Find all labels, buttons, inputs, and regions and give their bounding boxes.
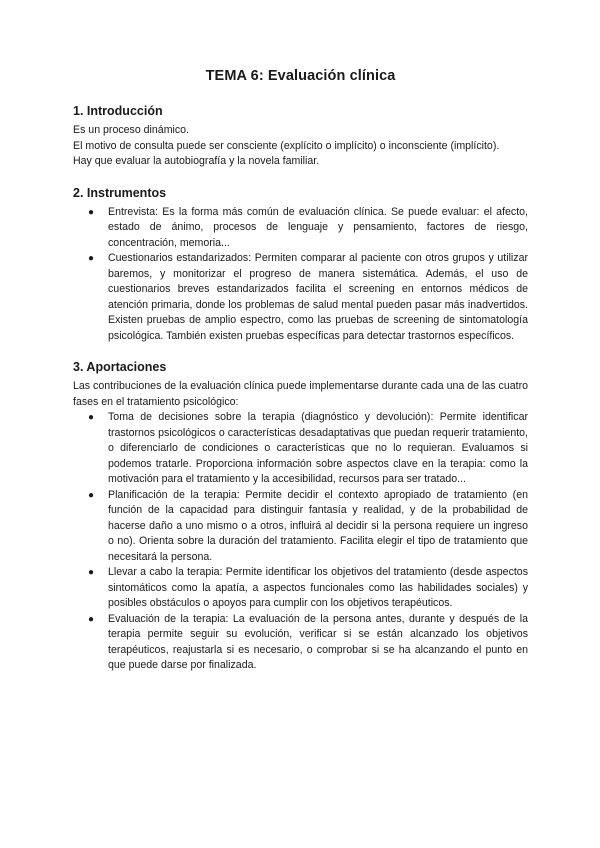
list-item xyxy=(88,251,528,344)
section-introduccion xyxy=(73,104,528,170)
bullet-icon: ● xyxy=(88,489,95,501)
section-aportaciones xyxy=(73,360,528,674)
section-heading: 3. Aportaciones xyxy=(73,360,167,374)
list-item xyxy=(88,565,528,612)
list-item xyxy=(88,205,528,252)
section-heading: 1. Introducción xyxy=(73,104,163,118)
aportaciones-intro: Las contribuciones de la evaluación clínica puede implementarse durante cada una de las cuatro fases en el tratamiento psicológico: xyxy=(73,380,528,408)
intro-paragraph xyxy=(73,123,528,170)
list-item-text: Evaluación de la terapia: La evaluación de la persona antes, durante y después de la terapia permite seguir su evolución, verificar si se están alcanzado los objetivos terapéuticos, reajustarla si es necesario, o comprobar si se ha alcanzando el punto en que puede darse por finalizada. xyxy=(108,612,528,671)
page-title: TEMA 6: Evaluación clínica xyxy=(205,68,396,84)
list-item-text: Toma de decisiones sobre la terapia (diagnóstico y devolución): Permite identificar trastornos psicológicos o características desadaptativas que puedan requerir tratamiento, o diferenciarlo de condiciones o características que no lo requieran. Evaluamos si podemos tratarle. Proporciona información sobre aspectos clave en la terapia: como la motivación para el tratamiento y la accesibilidad, recursos para ser tratado... xyxy=(108,411,528,485)
list-item-text: Planificación de la terapia: Permite decidir el contexto apropiado de tratamiento (en función de la capacidad para distinguir fantasía y realidad, y de la probabilidad de hacerse daño a uno mismo o a otros, influirá al decidir si la persona requiere un ingreso o no). Orienta sobre la duración del tratamiento. Facilita elegir el tipo de tratamiento que necesitará la persona. xyxy=(108,488,528,563)
bullet-icon: ● xyxy=(88,613,95,625)
list-item-text: Entrevista: Es la forma más común de evaluación clínica. Se puede evaluar: el afecto, estado de ánimo, procesos de lenguaje y pensamiento, factores de riesgo, concentración, memoria... xyxy=(108,205,528,249)
bullet-icon: ● xyxy=(88,206,95,218)
bullet-list xyxy=(73,205,528,345)
bullet-list xyxy=(73,410,528,674)
bullet-icon: ● xyxy=(88,412,95,423)
list-item-text: Cuestionarios estandarizados: Permiten comparar al paciente con otros grupos y utilizar baremos, y monitorizar el progreso de manera sistemática. Además, el uso de cuestionarios breves estandarizados facilita el screening en entornos médicos de atención primaria, donde los problemas de salud mental pueden pasar más inadvertidos. Existen pruebas de amplio espectro, como las pruebas de screening de sintomatología psicológica. También existen pruebas específicas para detectar trastornos específicos. xyxy=(108,252,528,342)
section-instrumentos xyxy=(73,186,528,345)
list-item-text: Llevar a cabo la terapia: Permite identificar los objetivos del tratamiento (desde aspectos sintomáticos como la apatía, a aspectos funcionales como las habilidades sociales) y posibles obstáculos o apoyos para cumplir con los objetivos terapéuticos. xyxy=(108,566,528,609)
intro-line: Es un proceso dinámico. xyxy=(73,124,190,136)
intro-line: Hay que evaluar la autobiografía y la novela familiar. xyxy=(73,155,320,167)
intro-line: El motivo de consulta puede ser consciente (explícito o implícito) o inconsciente (implícito). xyxy=(73,139,500,152)
list-item xyxy=(88,612,528,674)
list-item xyxy=(88,410,528,488)
bullet-icon: ● xyxy=(88,253,95,264)
bullet-icon: ● xyxy=(88,567,95,578)
document-page xyxy=(73,68,528,690)
section-heading: 2. Instrumentos xyxy=(73,185,167,200)
list-item xyxy=(88,488,528,566)
